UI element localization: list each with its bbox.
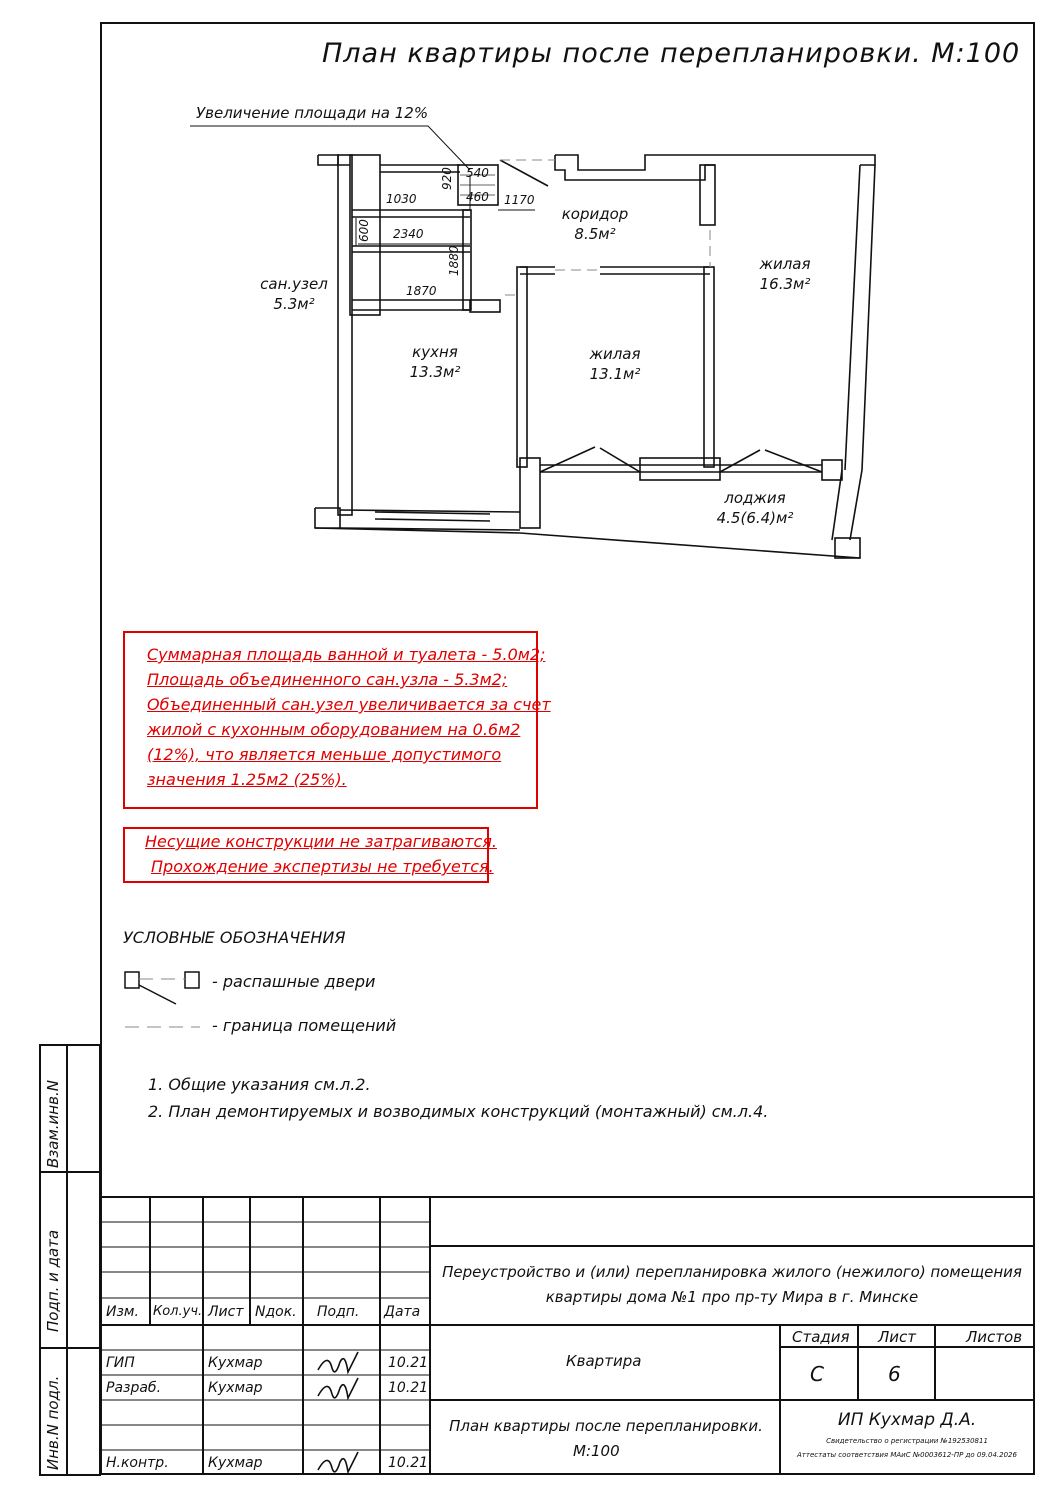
note-line: Площадь объединенного сан.узла - 5.3м2; — [147, 670, 508, 689]
tb-sheets-label: Листов — [966, 1328, 1023, 1346]
note-line: значения 1.25м2 (25%). — [147, 770, 347, 789]
room-living-small-name: жилая — [589, 345, 641, 363]
side-stamp-inv-original: Инв.N подл. — [44, 1375, 62, 1470]
tb-header-izm: Изм. — [106, 1304, 139, 1320]
legend-swing-door-label: - распашные двери — [212, 972, 376, 991]
tb-sheet-label: Лист — [878, 1328, 917, 1346]
tb-name-ncontrol: Кухмар — [208, 1455, 263, 1471]
note-line: (12%), что является меньше допустимого — [147, 745, 502, 764]
tb-date-ncontrol: 10.21 — [388, 1455, 429, 1471]
room-kitchen-name: кухня — [412, 343, 458, 361]
general-note-1: 1. Общие указания см.л.2. — [148, 1075, 371, 1094]
tb-header-kol: Кол.уч. — [153, 1304, 203, 1319]
dimension-460: 460 — [466, 190, 489, 204]
room-kitchen-area: 13.3м² — [409, 363, 461, 381]
tb-stage-label: Стадия — [792, 1328, 850, 1346]
room-bathroom-name: сан.узел — [260, 275, 328, 293]
tb-company: ИП Кухмар Д.А. — [837, 1410, 977, 1430]
tb-stage-value: С — [810, 1362, 824, 1386]
room-loggia-name: лоджия — [724, 489, 786, 507]
legend-heading: УСЛОВНЫЕ ОБОЗНАЧЕНИЯ — [123, 928, 346, 947]
note-line: Несущие конструкции не затрагиваются. — [145, 832, 497, 851]
room-loggia-area: 4.5(6.4)м² — [716, 509, 794, 527]
tb-header-list: Лист — [208, 1304, 244, 1320]
tb-project-line-1: Переустройство и (или) перепланировка жилого (нежилого) помещения — [442, 1263, 1022, 1281]
note-line: Суммарная площадь ванной и туалета - 5.0м2; — [147, 645, 546, 664]
tb-role-developer: Разраб. — [106, 1380, 162, 1396]
room-living-large-name: жилая — [759, 255, 811, 273]
tb-cert-registration: Свидетельство о регистрации №192530811 — [826, 1437, 988, 1445]
room-living-large-area: 16.3м² — [759, 275, 811, 293]
note-line: Прохождение экспертизы не требуется. — [151, 857, 494, 876]
tb-object: Квартира — [566, 1352, 642, 1370]
general-note-2: 2. План демонтируемых и возводимых конструкций (монтажный) см.л.4. — [148, 1102, 769, 1121]
tb-role-ncontrol: Н.контр. — [106, 1455, 169, 1471]
dimension-600: 600 — [357, 219, 371, 242]
tb-role-gip: ГИП — [106, 1355, 135, 1371]
dimension-1170: 1170 — [504, 193, 535, 207]
tb-cert-attestation: Аттестаты соответствия МАиС №0003612-ПР до 09.04.2026 — [797, 1451, 1017, 1459]
signature-marks — [318, 1352, 358, 1472]
tb-header-ndok: Nдок. — [255, 1304, 297, 1320]
note-line: жилой с кухонным оборудованием на 0.6м2 — [147, 720, 521, 739]
tb-name-developer: Кухмар — [208, 1380, 263, 1396]
dimension-1030: 1030 — [386, 192, 417, 206]
tb-date-gip: 10.21 — [388, 1355, 429, 1371]
dimension-1870: 1870 — [406, 284, 437, 298]
tb-header-podp: Подп. — [317, 1304, 360, 1320]
page-title: План квартиры после перепланировки. М:100 — [322, 38, 1021, 69]
tb-sheet-title-line-1: План квартиры после перепланировки. — [449, 1417, 763, 1435]
tb-sheet-value: 6 — [888, 1362, 901, 1386]
increase-note: Увеличение площади на 12% — [196, 104, 429, 122]
room-living-small-area: 13.1м² — [589, 365, 641, 383]
note-line: Объединенный сан.узел увеличивается за счет — [147, 695, 551, 714]
tb-date-developer: 10.21 — [388, 1380, 429, 1396]
dimension-540: 540 — [466, 166, 489, 180]
dimension-2340: 2340 — [393, 227, 424, 241]
room-corridor-name: коридор — [561, 205, 629, 223]
tb-sheet-title-line-2: М:100 — [573, 1442, 620, 1460]
dimension-920: 920 — [440, 167, 454, 190]
side-stamp-replace-inv: Взам.инв.N — [44, 1080, 62, 1168]
tb-project-line-2: квартиры дома №1 про пр-ту Мира в г. Минске — [545, 1288, 919, 1306]
tb-name-gip: Кухмар — [208, 1355, 263, 1371]
side-stamp-sign-date: Подп. и дата — [44, 1229, 62, 1332]
tb-header-data: Дата — [384, 1304, 421, 1320]
room-bathroom-area: 5.3м² — [273, 295, 315, 313]
room-corridor-area: 8.5м² — [574, 225, 616, 243]
legend-boundary-label: - граница помещений — [212, 1016, 397, 1035]
dimension-1880: 1880 — [447, 245, 461, 276]
